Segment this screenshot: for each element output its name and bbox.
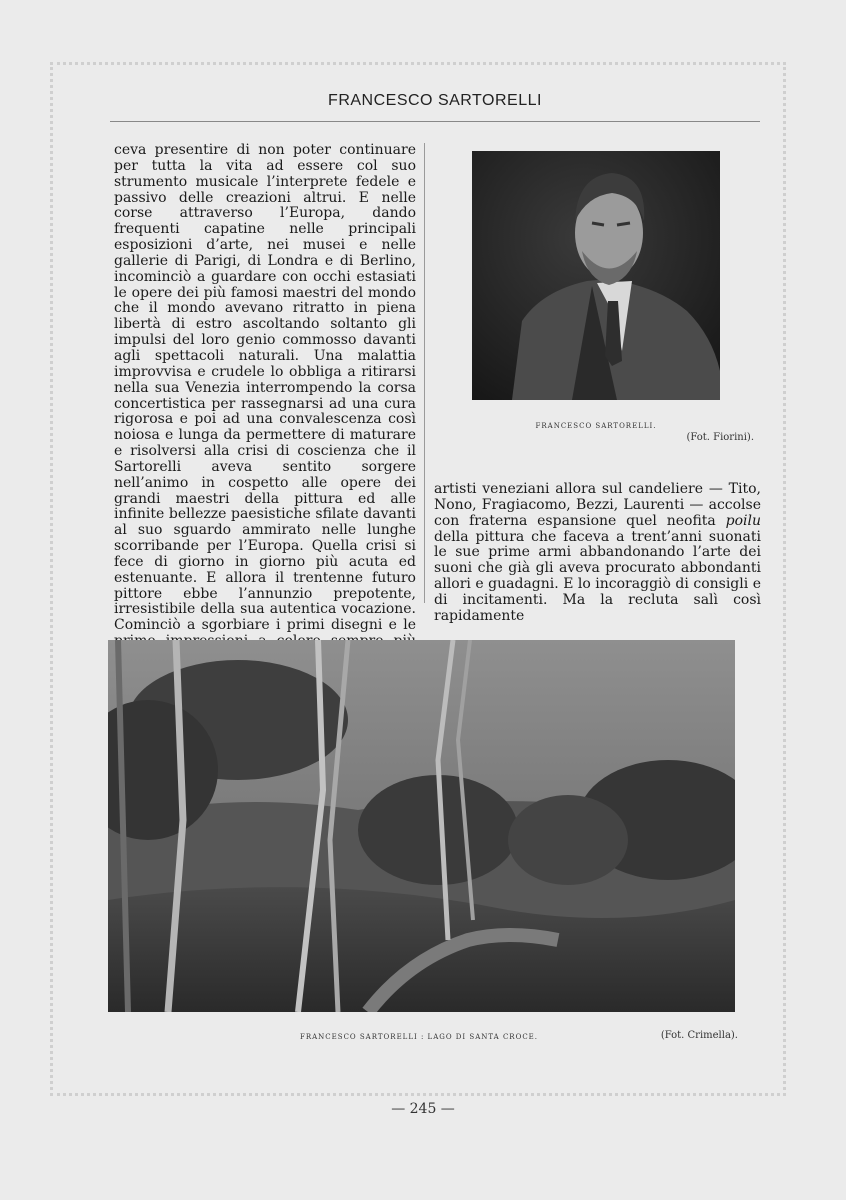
running-header: FRANCESCO SARTORELLI [328,92,542,109]
right-text-start: artisti veneziani allora sul candeliere — Tito, Nono, Fragiacomo, Bezzi, Laurenti — accolse con fraterna espansione quel neofita [434,481,761,529]
landscape-painting [108,640,735,1012]
column-divider [424,143,425,603]
header-rule [110,121,760,122]
right-text-end: della pittura che faceva a trent’anni suonati le sue prime armi abbandonando l’arte dei suoni che già gli aveva procurato abbondanti allori e guadagni. E lo incoraggiò di consigli e di incitamenti. Ma la recluta salì così rapidamente [434,528,761,624]
landscape-caption: FRANCESCO SARTORELLI : LAGO DI SANTA CROCE. [300,1033,539,1041]
portrait-photo [472,151,720,400]
left-column-paragraph: ceva presentire di non poter continuare per tutta la vita ad essere col suo strumento musicale l’interprete fedele e passivo delle creazioni altrui. E nelle corse attraverso l’Europa, dando frequenti capatine nelle principali esposizioni d’arte, nei musei e nelle gallerie di Parigi, di Londra e di Berlino, incominciò a guardare con occhi estasiati le opere dei più famosi maestri del mondo che il mondo avevano ritratto in piena libertà di estro ascoltando soltanto gli impulsi del loro genio commosso davanti agli spettacoli naturali. Una malattia improvvisa e crudele lo obbliga a ritirarsi nella sua Venezia interrompendo la corsa concertistica per rassegnarsi ad una cura rigorosa e poi ad una convalescenza così noiosa e lunga da permettere di maturare e risolversi alla crisi di coscienza che il Sartorelli aveva sentito sorgere nell’animo in cospetto alle opere dei grandi maestri della pittura ed alle infinite bellezze paesistiche sfilate davanti al suo sguardo ammirato nelle lunghe scorribande per l’Europa. Quella crisi si fece di giorno in giorno più acuta ed estenuante. E allora il trentenne futuro pittore ebbe l’annunzio prepotente, irresistibile della sua autentica vocazione. Cominciò a sgorbiare i primi disegni e le [114,142,416,634]
left-column [114,143,416,698]
right-column-paragraph [434,482,761,625]
italic-word: poilu [725,512,761,529]
page-number: — 245 — [391,1101,455,1117]
right-column [434,482,761,625]
portrait-credit: (Fot. Fiorini). [686,432,754,443]
landscape-credit: (Fot. Crimella). [660,1030,738,1041]
portrait-caption: FRANCESCO SARTORELLI. [535,422,657,430]
